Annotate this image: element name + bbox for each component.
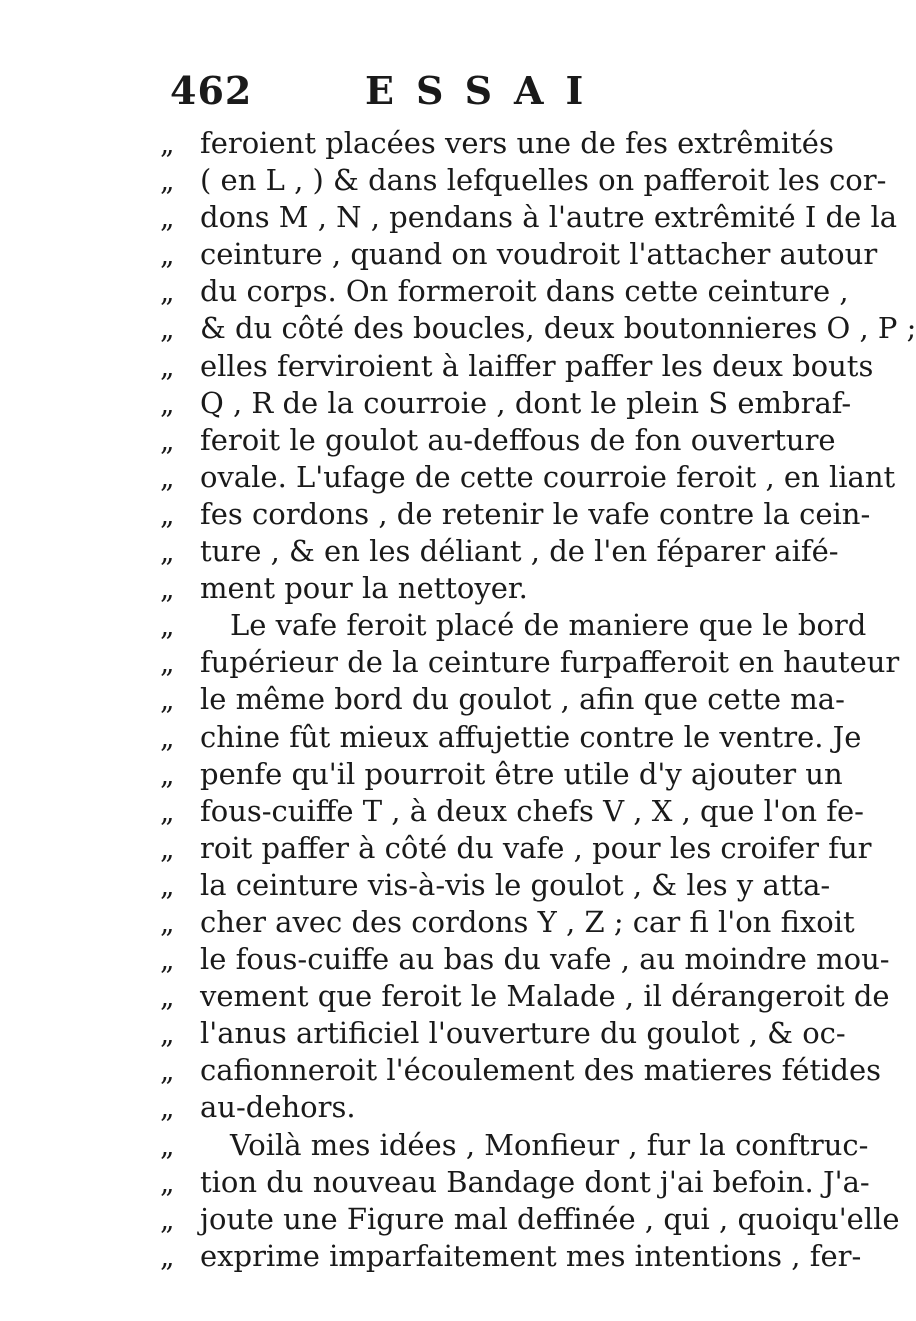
quote-mark: „ [160,609,175,643]
line-text: au-dehors. [200,1090,356,1125]
line-text: fupérieur de la ceinture furpafferoit en hauteur [200,645,900,680]
quote-mark: „ [160,535,175,569]
line-text: ( en L , ) & dans lefquelles on pafferoit les cor- [200,163,887,198]
quote-mark: „ [160,905,175,939]
line-text: la ceinture vis-à-vis le goulot , & les y atta- [200,867,831,902]
line-text: & du côté des boucles, deux boutonnieres O , P ; [200,311,916,346]
line-text: chine fût mieux affujettie contre le ventre. Je [200,719,862,754]
line-text: ture , & en les déliant , de l'en féparer aifé- [200,534,839,569]
line-text: fous-cuiffe T , à deux chefs V , X , que l'on fe- [200,793,864,828]
line-text: vement que feroit le Malade , il dérangeroit de [200,979,890,1014]
line-text: le fous-cuiffe au bas du vafe , au moindre mou- [200,942,890,977]
quote-mark: „ [160,1017,175,1051]
text-line [160,867,831,904]
text-line [160,1127,869,1164]
text-line [160,236,878,273]
quote-mark: „ [160,1091,175,1125]
text-line [160,719,862,756]
quote-mark: „ [160,1239,175,1273]
text-line [160,385,852,422]
text-line [160,1164,870,1201]
text-line [160,459,896,496]
text-line [160,644,900,681]
line-text: Voilà mes idées , Monfieur , fur la conftruc- [230,1127,869,1162]
quote-mark: „ [160,127,175,160]
text-line [160,978,890,1015]
quote-mark: „ [160,1165,175,1199]
quote-mark: „ [160,423,175,457]
quote-mark: „ [160,868,175,902]
quote-mark: „ [160,386,175,420]
text-line [160,125,834,162]
text-line [160,496,871,533]
quote-mark: „ [160,720,175,754]
text-line [160,199,898,236]
text-line [160,310,916,347]
quote-mark: „ [160,460,175,494]
text-line [160,830,872,867]
text-line [160,348,874,385]
quote-mark: „ [160,1202,175,1236]
quote-mark: „ [160,1054,175,1088]
text-line [160,533,839,570]
quote-mark: „ [160,794,175,828]
quote-mark: „ [160,943,175,977]
quote-mark: „ [160,572,175,606]
body-text [160,125,916,1275]
line-text: fes cordons , de retenir le vafe contre la cein- [200,496,871,531]
page-number: 462 [170,68,253,113]
line-text: Le vafe feroit placé de maniere que le bord [230,608,867,643]
text-line [160,941,890,978]
quote-mark: „ [160,312,175,346]
text-line [160,1089,775,1126]
quote-mark: „ [160,757,175,791]
line-text: cafionneroit l'écoulement des matieres fétides [200,1053,882,1088]
line-text: joute une Figure mal deffinée , qui , quoiqu'elle [200,1201,900,1236]
text-line [160,793,864,830]
quote-mark: „ [160,275,175,309]
text-line [160,1052,882,1089]
text-line [160,1015,846,1052]
running-title: ESSAI [365,68,606,113]
line-text: feroit le goulot au-deffous de fon ouverture [200,422,836,457]
line-text: du corps. On formeroit dans cette ceinture , [200,274,849,309]
text-line [160,1201,900,1238]
line-text: exprime imparfaitement mes intentions , fer- [200,1238,862,1273]
running-head [170,68,620,118]
line-text: ceinture , quand on voudroit l'attacher autour [200,237,878,272]
text-line [160,422,836,459]
line-text: tion du nouveau Bandage dont j'ai befoin. J'a- [200,1164,870,1199]
quote-mark: „ [160,164,175,198]
line-text: elles ferviroient à laiffer paffer les deux bouts [200,348,874,383]
quote-mark: „ [160,683,175,717]
line-text: le même bord du goulot , afin que cette ma- [200,682,845,717]
line-text: feroient placées vers une de fes extrêmités [200,126,834,160]
quote-mark: „ [160,238,175,272]
text-line [160,570,775,607]
text-line [160,681,845,718]
quote-mark: „ [160,497,175,531]
line-text: ovale. L'ufage de cette courroie feroit , en liant [200,459,896,494]
line-text: roit paffer à côté du vafe , pour les croifer fur [200,830,872,865]
line-text: ment pour la nettoyer. [200,571,528,606]
line-text: Q , R de la courroie , dont le plein S embraf- [200,385,852,420]
text-line [160,162,887,199]
quote-mark: „ [160,1128,175,1162]
quote-mark: „ [160,646,175,680]
text-line [160,756,843,793]
quote-mark: „ [160,349,175,383]
quote-mark: „ [160,201,175,235]
quote-mark: „ [160,831,175,865]
text-line [160,1238,862,1275]
line-text: penfe qu'il pourroit être utile d'y ajouter un [200,756,843,791]
quote-mark: „ [160,980,175,1014]
text-line [160,904,855,941]
line-text: cher avec des cordons Y , Z ; car fi l'on fixoit [200,904,855,939]
text-line [160,607,867,644]
line-text: dons M , N , pendans à l'autre extrêmité I de la [200,200,898,235]
text-line [160,273,849,310]
line-text: l'anus artificiel l'ouverture du goulot , & oc- [200,1016,846,1051]
